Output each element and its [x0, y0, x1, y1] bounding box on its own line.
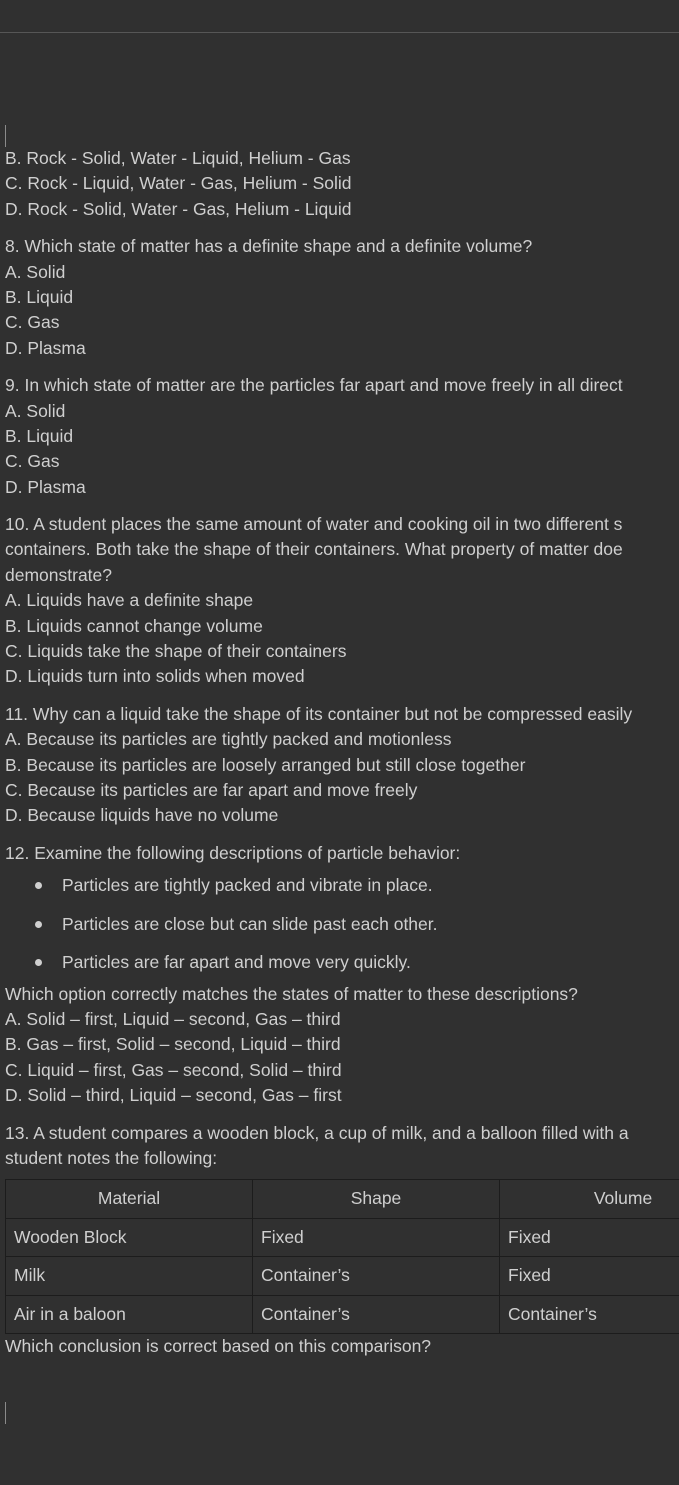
question-7-options: [5, 146, 679, 222]
cell-shape: Fixed: [253, 1218, 500, 1257]
question-10: [5, 512, 679, 690]
question-11: [5, 702, 679, 829]
q13-prompt: Which conclusion is correct based on this comparison?: [5, 1336, 432, 1357]
q12-option-d: D. Solid – third, Liquid – second, Gas – first: [5, 1085, 342, 1106]
q8-question: 8. Which state of matter has a definite shape and a definite volume?: [5, 236, 533, 257]
question-13: [5, 1121, 679, 1360]
cell-volume: Fixed: [500, 1218, 679, 1257]
q9-option-c: C. Gas: [5, 451, 60, 472]
q11-option-d: D. Because liquids have no volume: [5, 805, 279, 826]
question-8: [5, 234, 679, 361]
q12-bullet-text: Particles are close but can slide past each other.: [62, 913, 438, 934]
q7-option-c: C. Rock - Liquid, Water - Gas, Helium - Solid: [5, 173, 352, 194]
q9-option-a: A. Solid: [5, 400, 66, 421]
q12-bullet-list: [5, 866, 679, 982]
q12-option-a: A. Solid – first, Liquid – second, Gas – third: [5, 1009, 341, 1030]
q10-question-line-2: containers. Both take the shape of their containers. What property of matter doe: [5, 539, 623, 560]
q10-option-a: A. Liquids have a definite shape: [5, 590, 254, 611]
q11-option-b: B. Because its particles are loosely arranged but still close together: [5, 754, 526, 775]
q11-question: 11. Why can a liquid take the shape of its container but not be compressed easily: [5, 703, 633, 724]
table-row: [6, 1295, 679, 1334]
cell-shape: Container’s: [253, 1257, 500, 1296]
table-row: [6, 1257, 679, 1296]
cell-material: Milk: [6, 1257, 253, 1296]
q12-bullet: [5, 866, 679, 905]
q9-option-b: B. Liquid: [5, 425, 74, 446]
q7-option-b: B. Rock - Solid, Water - Liquid, Helium - Gas: [5, 148, 351, 168]
q12-prompt: Which option correctly matches the states of matter to these descriptions?: [5, 983, 578, 1004]
q12-bullet: [5, 905, 679, 944]
q11-option-a: A. Because its particles are tightly packed and motionless: [5, 729, 452, 750]
q10-option-c: C. Liquids take the shape of their containers: [5, 641, 347, 662]
q9-option-d: D. Plasma: [5, 476, 86, 497]
cell-volume: Container’s: [500, 1295, 679, 1334]
text-cursor: [5, 1402, 6, 1424]
q12-question: 12. Examine the following descriptions of particle behavior:: [5, 842, 461, 863]
q13-question-line-1: 13. A student compares a wooden block, a cup of milk, and a balloon filled with a: [5, 1122, 629, 1143]
q12-bullet-text: Particles are tightly packed and vibrate in place.: [62, 875, 433, 896]
header-volume: Volume: [500, 1180, 679, 1219]
header-material: Material: [6, 1180, 253, 1219]
q7-option-d: D. Rock - Solid, Water - Gas, Helium - Liquid: [5, 198, 352, 219]
q8-option-a: A. Solid: [5, 261, 66, 282]
q10-option-d: D. Liquids turn into solids when moved: [5, 666, 305, 687]
cell-shape: Container’s: [253, 1295, 500, 1334]
bullet-dot-icon: [35, 921, 42, 928]
text-cursor: [5, 125, 6, 147]
q12-option-c: C. Liquid – first, Gas – second, Solid – third: [5, 1059, 342, 1080]
q10-question-line-1: 10. A student places the same amount of water and cooking oil in two different s: [5, 514, 623, 535]
question-9: [5, 373, 679, 500]
bullet-dot-icon: [35, 959, 42, 966]
question-12: [5, 841, 679, 1109]
top-divider: [0, 32, 679, 33]
q12-bullet-text: Particles are far apart and move very quickly.: [62, 952, 411, 973]
q10-option-b: B. Liquids cannot change volume: [5, 615, 263, 636]
q8-option-d: D. Plasma: [5, 337, 86, 358]
q10-question-line-3: demonstrate?: [5, 564, 113, 585]
q12-option-b: B. Gas – first, Solid – second, Liquid – third: [5, 1034, 341, 1055]
materials-table: [5, 1179, 679, 1334]
q11-option-c: C. Because its particles are far apart and move freely: [5, 779, 418, 800]
cell-material: Air in a baloon: [6, 1295, 253, 1334]
q13-question-line-2: student notes the following:: [5, 1148, 218, 1168]
cell-material: Wooden Block: [6, 1218, 253, 1257]
cell-volume: Fixed: [500, 1257, 679, 1296]
q12-bullet: [5, 943, 679, 982]
q8-option-c: C. Gas: [5, 312, 60, 333]
bullet-dot-icon: [35, 882, 42, 889]
materials-table-wrapper: [5, 1179, 679, 1334]
worksheet-content: [5, 146, 679, 1360]
table-row: [6, 1218, 679, 1257]
table-header-row: [6, 1180, 679, 1219]
q9-question: 9. In which state of matter are the particles far apart and move freely in all direct: [5, 375, 623, 396]
q8-option-b: B. Liquid: [5, 286, 74, 307]
header-shape: Shape: [253, 1180, 500, 1219]
